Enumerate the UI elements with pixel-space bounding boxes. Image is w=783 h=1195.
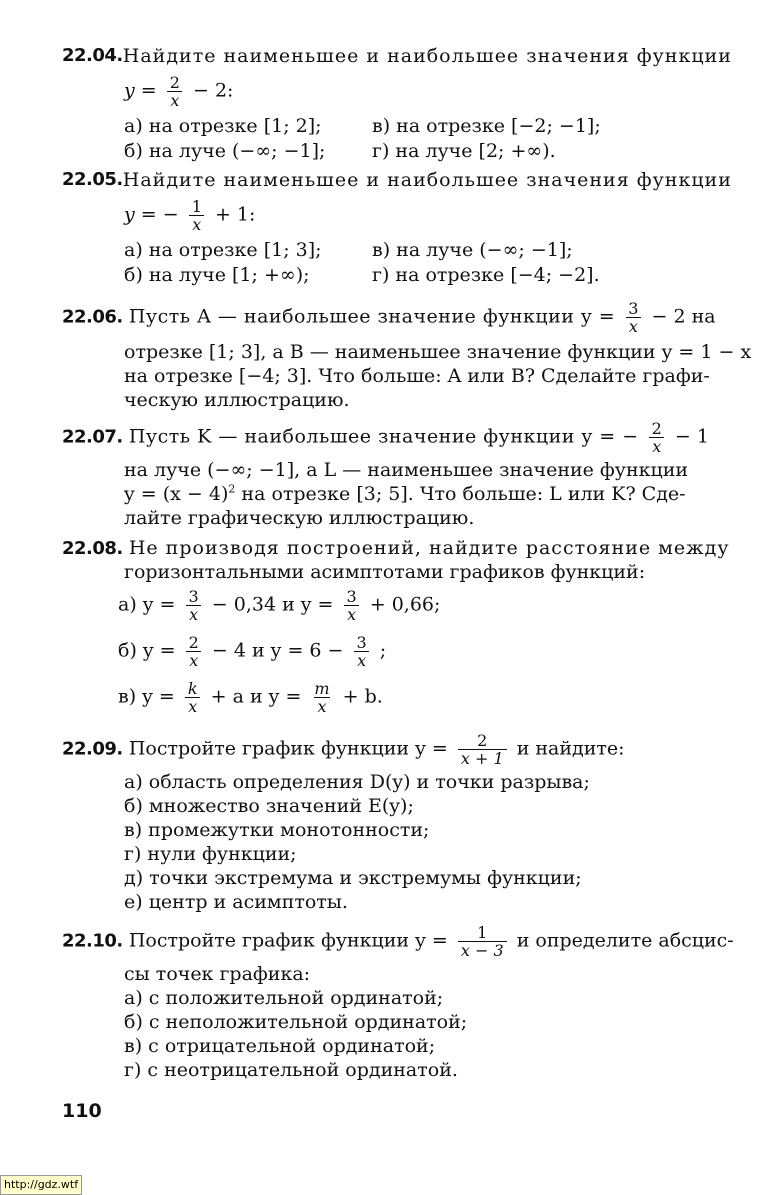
problem-22-09-header: 22.09. Постройте график функции y = $\frac{2}{x + 1}$ и найдите: — [62, 731, 625, 768]
problem-number: 22.10. — [62, 930, 123, 952]
problem-text: Найдите наименьшее и наибольшее значения функции — [122, 169, 732, 191]
problem-22-05-item-v: в) на луче (−∞; −1]; — [372, 239, 573, 261]
fraction: $\frac{3}{x}$ — [344, 588, 360, 623]
problem-22-09-item: г) нули функции; — [124, 843, 297, 865]
problem-22-08-line1: 22.08. Не производя построений, найдите расстояние между — [62, 537, 730, 559]
problem-22-08-line2: горизонтальными асимптотами графиков функций: — [124, 561, 646, 583]
problem-22-10-line2: сы точек графика: — [124, 963, 311, 985]
fraction: $\frac{3}{x}$ — [625, 300, 641, 335]
page-number: 110 — [62, 1100, 102, 1122]
problem-22-09-item: б) множество значений E(y); — [124, 795, 414, 817]
problem-22-06-line3: на отрезке [−4; 3]. Что больше: A или B? Сделайте графи- — [124, 365, 710, 387]
problem-text: Найдите наименьшее и наибольшее значения функции — [122, 45, 732, 67]
fraction: $\frac{2}{x + 1}$ — [458, 732, 507, 767]
problem-number: 22.07. — [62, 426, 123, 448]
problem-22-07-line1: 22.07. Пусть K — наибольшее значение функции y = − $\frac{2}{x}$ − 1 — [62, 419, 709, 456]
fraction: $\frac{3}{x}$ — [354, 634, 370, 669]
fraction: $\frac{1}{x}$ — [189, 198, 205, 233]
problem-22-04-formula: y = $\frac{2}{x}$ − 2: — [124, 73, 234, 110]
problem-22-08-item-b: б) y = $\frac{2}{x}$ − 4 и y = 6 − $\frac{3}{x}$ ; — [118, 633, 387, 670]
problem-22-09-item: в) промежутки монотонности; — [124, 819, 430, 841]
problem-22-04-item-v: в) на отрезке [−2; −1]; — [372, 115, 601, 137]
problem-number: 22.04. — [62, 45, 123, 66]
problem-22-05-item-g: г) на отрезке [−4; −2]. — [372, 264, 600, 286]
problem-number: 22.08. — [62, 538, 123, 559]
problem-number: 22.09. — [62, 738, 123, 760]
problem-22-08-item-a: а) y = $\frac{3}{x}$ − 0,34 и y = $\frac{3}{x}$ + 0,66; — [118, 587, 441, 624]
fraction: $\frac{2}{x}$ — [649, 420, 665, 455]
fraction: $\frac{2}{x}$ — [167, 74, 183, 109]
problem-22-06-line1: 22.06. Пусть A — наибольшее значение функции y = $\frac{3}{x}$ − 2 на — [62, 299, 716, 336]
problem-22-05-header — [62, 168, 732, 192]
problem-22-07-line3: $y = (x - 4)^2$ на отрезке [3; 5]. Что больше: L или K? Сде- — [124, 482, 686, 505]
problem-22-10-header: 22.10. Постройте график функции y = $\frac{1}{x - 3}$ и определите абсцис- — [62, 923, 734, 960]
problem-22-04-item-a: а) на отрезке [1; 2]; — [124, 115, 322, 137]
problem-22-04-item-b: б) на луче (−∞; −1]; — [124, 140, 326, 162]
problem-22-05-item-b: б) на луче [1; +∞); — [124, 264, 310, 286]
problem-22-06-line4: ческую иллюстрацию. — [124, 389, 350, 411]
problem-number: 22.06. — [62, 306, 123, 328]
problem-22-09-item: д) точки экстремума и экстремумы функции; — [124, 867, 582, 889]
problem-22-09-item: е) центр и асимптоты. — [124, 891, 348, 913]
problem-22-10-item: а) с положительной ординатой; — [124, 987, 444, 1009]
problem-22-07-line4: лайте графическую иллюстрацию. — [124, 507, 475, 529]
problem-22-04-item-g: г) на луче [2; +∞). — [372, 140, 556, 162]
fraction: $\frac{3}{x}$ — [186, 588, 202, 623]
problem-22-09-item: а) область определения D(y) и точки разрыва; — [124, 771, 590, 793]
fraction: $\frac{2}{x}$ — [186, 634, 202, 669]
problem-22-05-item-a: а) на отрезке [1; 3]; — [124, 239, 322, 261]
problem-22-06-line2: отрезке [1; 3], а B — наименьшее значение функции y = 1 − x — [124, 341, 752, 363]
fraction: $\frac{k}{x}$ — [185, 680, 201, 715]
problem-22-10-item: б) с неположительной ординатой; — [124, 1011, 468, 1033]
watermark-link[interactable]: http://gdz.wtf — [0, 1175, 82, 1195]
problem-22-08-item-v: в) y = $\frac{k}{x}$ + a и y = $\frac{m}{x}$ + b. — [118, 679, 383, 716]
problem-22-10-item: г) с неотрицательной ординатой. — [124, 1059, 458, 1081]
problem-number: 22.05. — [62, 169, 123, 190]
problem-22-04-header — [62, 44, 732, 68]
problem-22-07-line2: на луче (−∞; −1], а L — наименьшее значение функции — [124, 459, 689, 481]
fraction: $\frac{1}{x - 3}$ — [458, 924, 507, 959]
problem-22-05-formula: y = − $\frac{1}{x}$ + 1: — [124, 197, 256, 234]
problem-22-10-item: в) с отрицательной ординатой; — [124, 1035, 436, 1057]
fraction: $\frac{m}{x}$ — [314, 679, 330, 716]
